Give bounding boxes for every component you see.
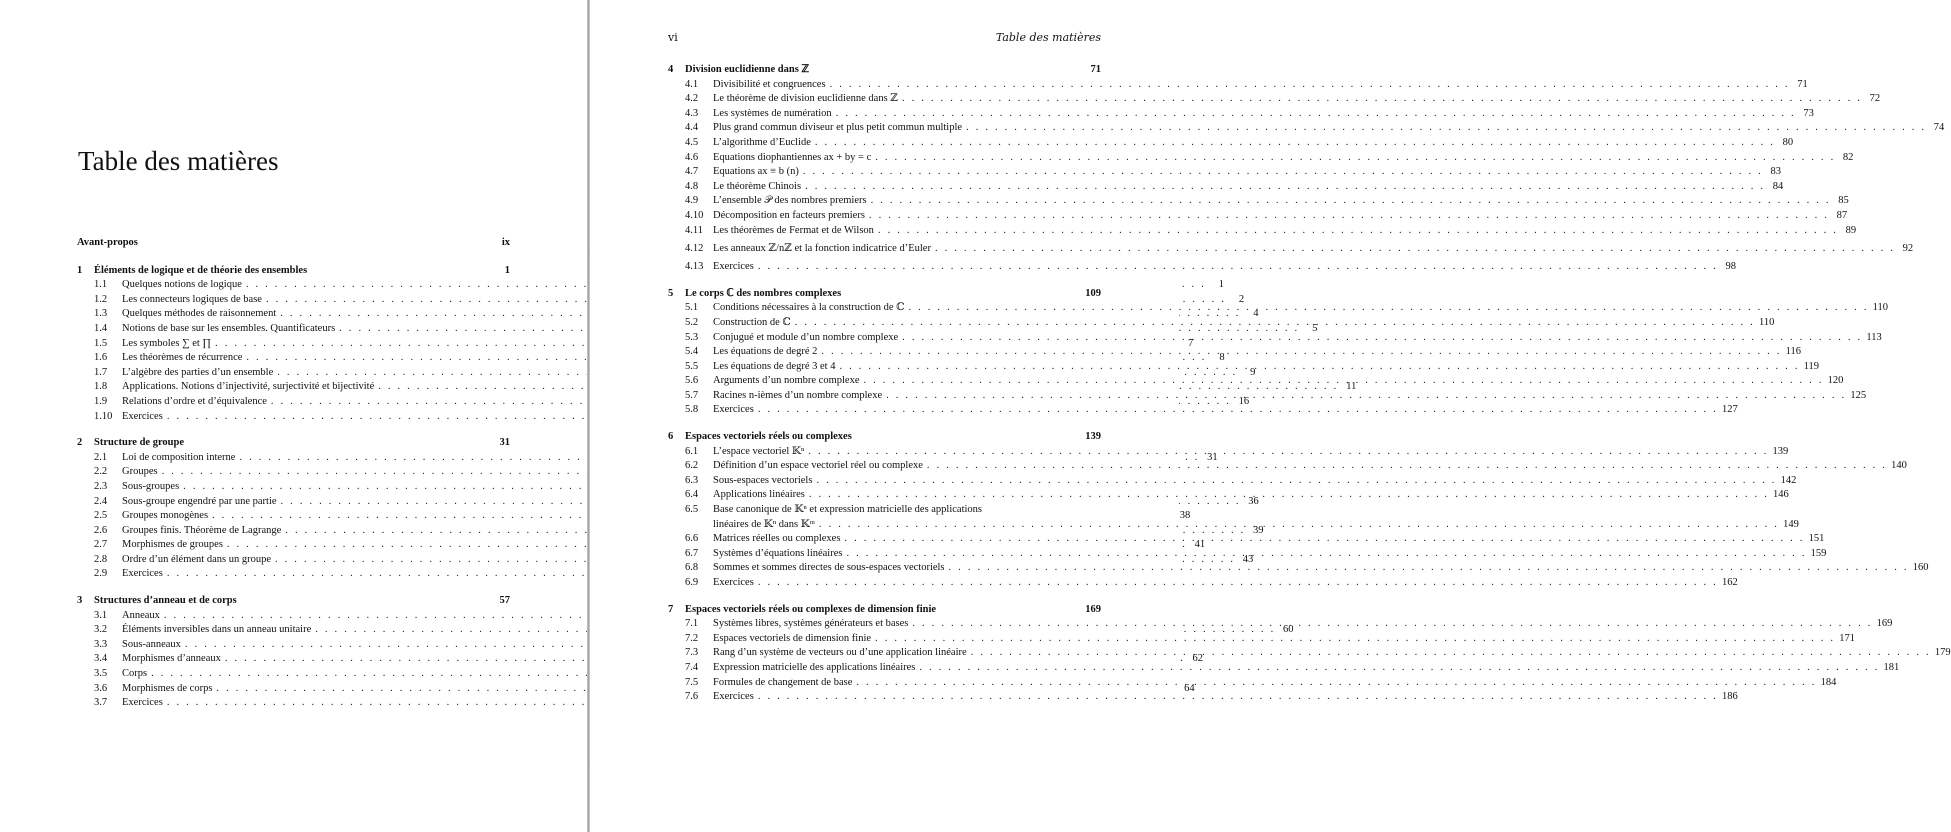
section-page: 171 [1839,632,1855,644]
section-title: Les équations de degré 2 [713,346,818,358]
section-title: Sous-groupes [122,480,180,492]
section-page: 9 [1250,366,1256,378]
section-title: Quelques notions de logique [122,279,242,291]
section-title: Morphismes de corps [122,682,213,694]
toc-section[interactable] [77,609,510,624]
section-number: 5.5 [685,360,699,372]
section-title: Applications. Notions d’injectivité, surjectivité et bijectivité [122,381,375,393]
section-number: 1.9 [94,395,108,407]
toc-chapter[interactable] [668,430,1101,445]
section-number: 4.3 [685,107,699,119]
section-title: Exercices [713,691,754,703]
section-title: Relations d’ordre et d’équivalence [122,395,267,407]
section-number: 2.5 [94,510,108,522]
section-number: 2.2 [94,466,108,478]
toc-section[interactable] [77,410,510,425]
toc-section[interactable] [668,360,1820,375]
section-page: 1 [1218,279,1225,291]
section-number: 6.3 [685,474,699,486]
toc-section[interactable] [668,260,1736,275]
section-number: 1.6 [94,352,108,364]
toc-section[interactable] [668,92,1881,107]
leader-dots [971,646,1931,661]
chapter-title: Espaces vectoriels réels ou complexes [685,431,852,443]
section-title: Exercices [122,410,163,422]
section-number: 7.1 [685,618,699,630]
toc-section[interactable] [668,561,1929,576]
leader-dots [758,260,1718,275]
section-title: Les systèmes de numération [713,107,832,119]
section-page: 169 [1876,618,1893,630]
toc-section[interactable] [668,403,1738,418]
toc-section[interactable] [77,567,510,582]
section-number: 4.8 [685,180,699,192]
section-title: Les anneaux ℤ/nℤ et la fonction indicatrice d’Euler [713,243,931,255]
section-page: 113 [1866,331,1882,343]
leader-dots [758,403,1718,418]
section-title: Espaces vectoriels de dimension finie [713,632,872,644]
section-title: Sous-anneaux [122,638,181,650]
section-title: Anneaux [122,609,160,621]
section-page: 142 [1780,474,1797,486]
chapter-page: 169 [1085,603,1101,615]
section-title: L’espace vectoriel 𝕂ⁿ [713,445,805,457]
section-number: 4.6 [685,151,699,163]
chapter-page: 71 [1090,64,1101,75]
leader-dots [805,180,1765,195]
chapter-title: Le corps ℂ des nombres complexes [685,287,842,299]
chapter-number: 5 [668,287,674,299]
section-number: 5.7 [685,389,699,401]
toc-section[interactable] [668,459,1907,474]
section-title: Quelques méthodes de raisonnement [122,308,277,320]
section-number: 1.8 [94,381,108,393]
section-page: 82 [1842,151,1854,163]
section-title: Groupes [122,466,158,478]
section-number: 2.7 [94,539,108,551]
section-title: Matrices réelles ou complexes [713,533,841,545]
section-page: 92 [1902,243,1914,255]
leader-dots [912,617,1872,632]
section-page: 36 [1248,495,1259,507]
section-number: 4.2 [685,93,699,105]
chapter-number: 3 [77,595,83,607]
chapter-title: Espaces vectoriels réels ou complexes de dimension finie [685,603,937,615]
section-title: L’algèbre des parties d’un ensemble [122,366,274,378]
toc-section[interactable] [668,474,1797,489]
toc-section[interactable] [77,667,510,682]
running-head [668,31,1101,44]
chapter-number: 1 [77,264,83,276]
section-number: 5.2 [685,316,699,328]
section-title: Notions de base sur les ensembles. Quantificateurs [122,322,336,334]
section-number: 1.2 [94,293,108,305]
section-title: Décomposition en facteurs premiers [713,209,865,221]
section-title: Définition d’un espace vectoriel réel ou complexe [713,460,923,472]
section-page: 11 [1346,381,1357,393]
section-title: Exercices [122,568,163,580]
section-number: 5.1 [685,302,699,314]
section-title: L’ensemble 𝒫 des nombres premiers [713,195,867,207]
front-matter-label: Avant-propos [77,237,138,248]
section-title: Equations ax ≡ b (n) [713,166,799,178]
leader-dots [821,345,1781,360]
section-number: 7.6 [685,691,699,703]
chapter-title: Division euclidienne dans ℤ [685,64,810,75]
leader-dots [758,690,1718,705]
leader-dots [949,561,1909,576]
chapter-number: 4 [668,64,674,75]
toc-section[interactable] [668,165,1782,180]
section-page: 74 [1933,122,1945,134]
section-number: 6.5 [685,504,699,516]
section-page: 8 [1219,352,1225,364]
front-matter-page: ix [501,237,510,248]
section-title: Systèmes d’équations linéaires [713,547,843,559]
section-page: 146 [1773,489,1789,501]
toc-section[interactable] [668,194,1849,209]
toc-section[interactable] [668,345,1801,360]
toc-front-matter[interactable] [77,236,510,251]
section-number: 2.9 [94,568,108,580]
toc-section[interactable] [668,576,1738,591]
leader-dots [819,518,1779,533]
section-title: Sous-espaces vectoriels [713,474,813,486]
section-number: 6.2 [685,460,699,472]
section-title: Construction de ℂ [713,316,791,328]
toc-section[interactable] [77,638,510,653]
section-title: Morphismes d’anneaux [122,653,221,665]
section-title: Sommes et sommes directes de sous-espaces vectoriels [713,562,945,574]
section-number: 4.10 [685,209,704,221]
toc-section[interactable] [668,301,1889,316]
section-title: Exercices [122,697,163,709]
section-number: 4.13 [685,261,704,273]
toc-section[interactable] [668,316,1775,331]
section-title: Ordre d’un élément dans un groupe [122,553,271,565]
section-title: Equations diophantiennes ax + by = c [713,151,872,163]
leader-dots [935,238,1895,260]
page-title: Table des matières [78,146,279,176]
leader-dots [927,459,1887,474]
toc-section[interactable] [668,331,1882,346]
section-title: Conjugué et module d’un nombre complexe [713,331,899,343]
section-number: 1.7 [94,366,108,378]
toc-section[interactable] [668,136,1794,151]
toc-chapter[interactable] [77,436,510,451]
section-number: 3.3 [94,638,108,650]
chapter-number: 2 [77,437,83,449]
section-number: 7.2 [685,632,699,644]
leader-dots [758,576,1718,591]
section-title: Applications linéaires [713,489,805,501]
section-title: Les symboles ∑ et ∏ [122,337,212,349]
section-page: 139 [1772,445,1789,457]
running-head-title: Table des matières [995,31,1101,44]
section-page: 41 [1194,539,1206,551]
toc-section[interactable] [668,661,1900,676]
section-page: 120 [1827,375,1844,387]
section-number: 3.1 [94,609,108,621]
section-page: 31 [1207,451,1218,463]
section-title: Exercices [713,261,754,273]
toc-section[interactable] [668,78,1808,93]
section-number: 2.8 [94,553,108,565]
section-title: Plus grand commun diviseur et plus petit commun multiple [713,122,963,134]
section-page: 60 [1282,624,1294,636]
section-title: Racines n-ièmes d’un nombre complexe [713,389,883,401]
chapter-title: Structures d’anneau et de corps [94,595,237,607]
section-page: 39 [1252,524,1264,536]
toc-section[interactable] [668,238,1914,260]
toc-section[interactable] [668,180,1784,195]
section-number: 7.5 [685,676,699,688]
toc-section[interactable] [77,465,510,480]
section-number: 2.6 [94,524,108,536]
section-number: 5.6 [685,375,699,387]
section-page: 151 [1808,533,1825,545]
section-number: 3.7 [94,697,108,709]
leader-dots [808,445,1768,460]
section-title: Les équations de degré 3 et 4 [713,360,836,372]
section-page: 184 [1820,676,1837,688]
section-title: Le théorème de division euclidienne dans ℤ [713,93,898,105]
section-number: 5.8 [685,404,699,416]
section-page: 87 [1836,209,1848,221]
leader-dots [878,224,1838,239]
leader-dots [803,165,1763,180]
chapter-page: 31 [499,437,510,449]
section-title-line2: linéaires de 𝕂ⁿ dans 𝕂ᵐ [713,518,815,530]
leader-dots [844,532,1804,547]
leader-dots [908,301,1868,316]
section-number: 4.9 [685,195,699,207]
section-number: 4.4 [685,122,699,134]
section-title-line1: Base canonique de 𝕂ⁿ et expression matricielle des applications [713,504,983,516]
section-page: 72 [1869,93,1881,105]
leader-dots [856,676,1816,691]
section-number: 1.3 [94,308,108,320]
toc-section[interactable] [668,209,1848,224]
section-title: Conditions nécessaires à la construction de ℂ [713,302,905,314]
chapter-page: 1 [504,264,510,276]
section-title: Morphismes de groupes [122,539,223,551]
chapter-page: 57 [499,595,510,607]
section-title: Formules de changement de base [713,676,853,688]
leader-dots [869,209,1829,224]
section-number: 6.1 [685,445,699,457]
section-title: L’algorithme d’Euclide [713,136,811,148]
section-number: 4.5 [685,136,699,148]
leader-dots [919,661,1879,676]
section-title: Systèmes libres, systèmes générateurs et bases [713,618,909,630]
section-number: 3.4 [94,653,108,665]
toc-section[interactable] [668,690,1738,705]
section-number: 3.5 [94,668,108,680]
section-page: 110 [1758,316,1775,328]
section-title: Les théorèmes de récurrence [122,352,243,364]
section-page: 7 [1187,337,1194,349]
section-number: 1.1 [94,279,108,291]
section-title: Les théorèmes de Fermat et de Wilson [713,224,874,236]
section-number: 6.7 [685,547,699,559]
section-number: 3.6 [94,682,108,694]
section-title: Expression matricielle des applications linéaires [713,661,916,673]
section-page: 73 [1803,107,1814,119]
chapter-page: 139 [1085,431,1101,443]
chapter-number: 6 [668,431,674,443]
section-page: 71 [1797,78,1808,90]
section-page: 43 [1242,553,1254,565]
section-number: 4.7 [685,166,699,178]
section-page: 181 [1883,661,1900,673]
leader-dots [871,194,1831,209]
section-title: Le théorème Chinois [713,180,802,192]
leader-dots [836,107,1796,122]
section-page: 125 [1850,389,1867,401]
section-title: Groupes finis. Théorème de Lagrange [122,524,282,536]
toc-section[interactable] [668,107,1814,122]
section-number: 3.2 [94,624,108,636]
section-page: 89 [1845,224,1857,236]
toc-section[interactable] [77,696,510,711]
section-number: 4.11 [685,224,703,236]
section-page: 85 [1838,195,1849,207]
section-page: 38 [1179,510,1191,522]
section-number: 4.12 [685,243,704,255]
section-title: Les connecteurs logiques de base [122,293,262,305]
section-number: 4.1 [685,78,699,90]
section-title: Sous-groupe engendré par une partie [122,495,277,507]
toc-section[interactable] [668,121,1945,136]
section-page: 116 [1785,346,1801,358]
section-title: Éléments inversibles dans un anneau unitaire [122,624,312,636]
section-number: 5.4 [685,346,699,358]
section-number: 2.3 [94,480,108,492]
section-page: 2 [1238,293,1245,305]
toc-chapter[interactable] [668,287,1101,302]
section-page: 110 [1872,302,1889,314]
section-number: 6.8 [685,562,699,574]
section-page: 159 [1810,547,1827,559]
chapter-number: 7 [668,603,674,615]
leader-dots [795,316,1755,331]
leader-dots [839,360,1799,375]
section-page: 80 [1782,136,1794,148]
section-number: 5.3 [685,331,699,343]
section-title: Divisibilité et congruences [713,78,826,90]
chapter-title: Structure de groupe [94,437,185,449]
section-page: 149 [1783,518,1799,530]
section-page: 4 [1253,308,1259,320]
section-number: 1.4 [94,322,108,334]
section-title: Loi de composition interne [122,451,236,463]
section-number: 7.4 [685,661,699,673]
section-page: 127 [1722,404,1738,416]
section-page: 119 [1803,360,1820,372]
section-title: Corps [122,668,148,680]
chapter-title: Éléments de logique et de théorie des ensembles [94,264,308,276]
leader-dots [902,331,1862,346]
section-title: Groupes monogènes [122,510,209,522]
toc-chapter[interactable] [77,264,510,279]
leader-dots [875,151,1835,166]
section-number: 2.1 [94,451,108,463]
leader-dots [809,488,1769,503]
section-title: Exercices [713,577,754,588]
section-title: Rang d’un système de vecteurs ou d’une application linéaire [713,647,967,659]
section-number: 6.6 [685,533,699,545]
section-title: Exercices [713,404,754,416]
section-page: 186 [1722,691,1738,703]
section-page: 5 [1312,322,1318,334]
leader-dots [966,121,1926,136]
toc-chapter[interactable] [77,594,510,609]
leader-dots [886,389,1846,404]
section-number: 2.4 [94,495,108,507]
toc-section[interactable] [668,151,1854,166]
section-number: 6.4 [685,489,699,501]
section-page: 62 [1192,653,1204,665]
leader-dots [846,547,1806,562]
toc-chapter[interactable] [668,603,1101,618]
section-number: 1.5 [94,337,108,349]
toc-chapter[interactable] [668,63,1101,78]
section-number: 1.10 [94,410,113,422]
leader-dots [815,136,1775,151]
section-number: 7.3 [685,647,699,659]
toc-section[interactable] [668,632,1855,647]
leader-dots [816,474,1776,489]
running-head-page-number: vi [668,31,678,44]
section-page: 162 [1722,577,1738,588]
leader-dots [863,374,1823,389]
section-number: 6.9 [685,577,699,588]
leader-dots [902,92,1862,107]
section-page: 140 [1891,460,1907,472]
section-page: 179 [1934,647,1951,659]
leader-dots [830,78,1790,93]
section-page: 83 [1770,166,1782,178]
toc-section[interactable] [668,224,1857,239]
chapter-page: 109 [1085,287,1101,299]
section-page: 64 [1184,682,1195,694]
section-page: 84 [1772,180,1784,192]
section-page: 16 [1238,395,1250,407]
section-page: 160 [1912,562,1929,574]
section-title: Arguments d’un nombre complexe [713,375,860,387]
toc-section[interactable] [77,480,510,495]
leader-dots [875,632,1835,647]
section-page: 98 [1725,261,1736,273]
